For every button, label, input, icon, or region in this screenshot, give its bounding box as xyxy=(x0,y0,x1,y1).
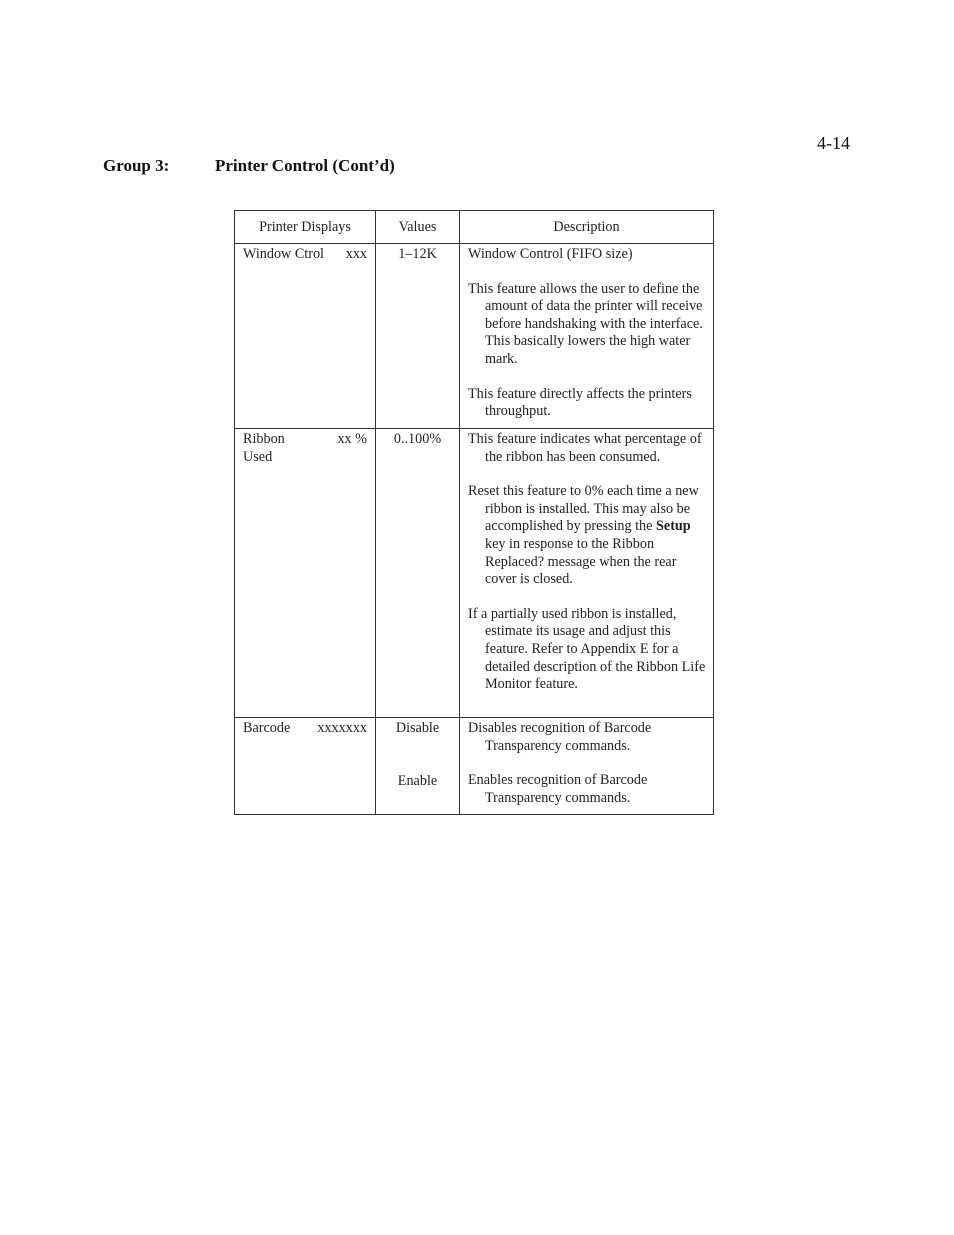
description-cell xyxy=(460,718,714,815)
description-paragraph: Enables recognition of Barcode Transparency commands. xyxy=(468,772,648,806)
display-cell xyxy=(235,429,376,718)
description-cell xyxy=(460,244,714,429)
setup-key-label: Setup xyxy=(656,518,691,535)
display-name-line2: Used xyxy=(243,448,273,465)
values-cell xyxy=(376,718,460,815)
display-name: Barcode xyxy=(243,720,291,736)
page-number: 4-14 xyxy=(817,133,850,153)
display-placeholder: xx % xyxy=(337,431,367,447)
text-run: Reset this feature to 0% each time a new ribbon is installed. This may also be accomplished by pressing the xyxy=(468,483,699,535)
values-cell xyxy=(376,429,460,718)
table-row xyxy=(235,429,714,718)
display-placeholder: xxx xyxy=(345,246,367,262)
description-paragraph: This feature directly affects the printers throughput. xyxy=(468,385,692,420)
header-printer-displays: Printer Displays xyxy=(235,211,376,244)
description-title: Window Control (FIFO size) xyxy=(468,246,633,262)
value-range: 1–12K xyxy=(398,246,437,262)
description-paragraph: Disables recognition of Barcode Transparency commands. xyxy=(468,720,652,754)
values-cell xyxy=(376,244,460,429)
header-description: Description xyxy=(460,211,714,244)
table-row xyxy=(235,244,714,429)
table-header-row xyxy=(235,211,714,244)
description-paragraph xyxy=(468,483,707,589)
description-paragraph: If a partially used ribbon is installed, estimate its usage and adjust this feature. Refer to Appendix E for a detailed description of the Ribbon Life Monitor feature. xyxy=(468,605,706,693)
description-cell xyxy=(460,429,714,718)
text-run: key in response to the Ribbon Replaced? message when the rear cover is closed. xyxy=(485,535,677,588)
printer-control-table xyxy=(234,210,714,815)
value-disable: Disable xyxy=(395,720,440,736)
display-name: Ribbon xyxy=(243,431,285,447)
value-enable: Enable xyxy=(397,772,438,789)
display-name: Window Ctrol xyxy=(243,246,325,262)
description-paragraph: This feature indicates what percentage of the ribbon has been consumed. xyxy=(468,431,702,465)
value-range: 0..100% xyxy=(393,431,442,447)
section-group-label: Group 3: xyxy=(103,156,170,175)
display-cell xyxy=(235,718,376,815)
section-title: Printer Control (Cont’d) xyxy=(215,156,395,175)
display-placeholder: xxxxxxx xyxy=(317,720,367,736)
table-row xyxy=(235,718,714,815)
description-paragraph: This feature allows the user to define the amount of data the printer will receive before handshaking with the interface. This basically lowers the high water mark. xyxy=(468,280,703,367)
header-values: Values xyxy=(376,211,460,244)
display-cell xyxy=(235,244,376,429)
